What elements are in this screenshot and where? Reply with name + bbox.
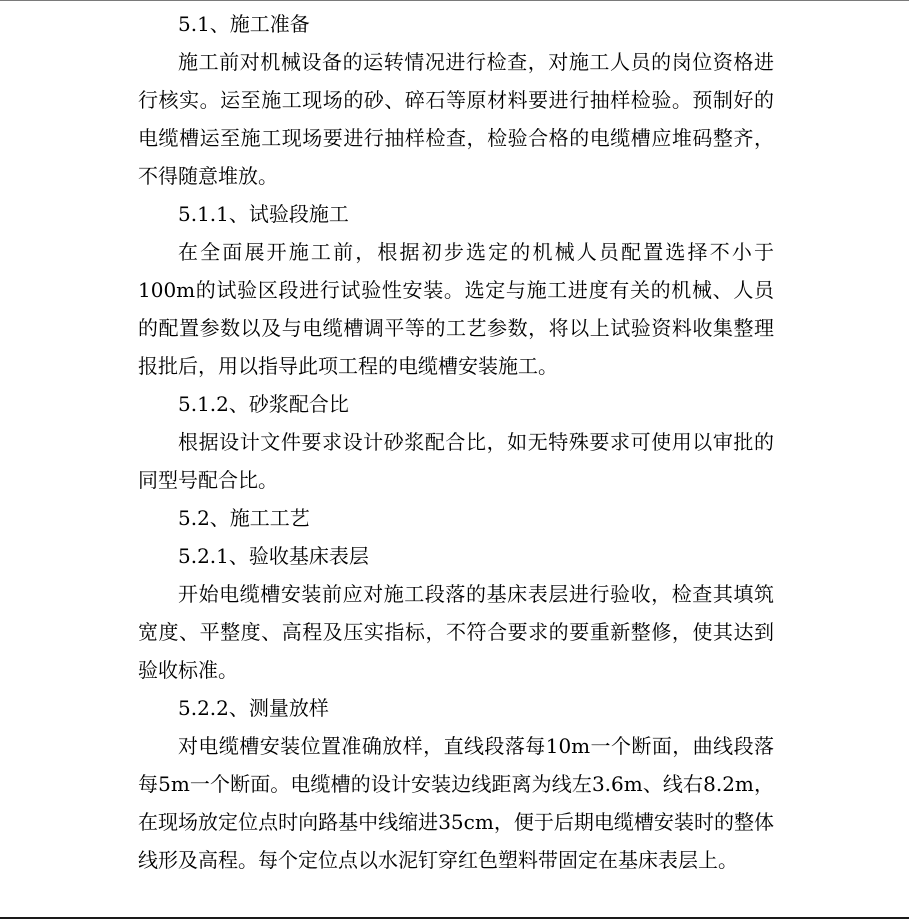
paragraph-mortar-mix: 根据设计文件要求设计砂浆配合比，如无特殊要求可使用以审批的同型号配合比。 xyxy=(138,430,774,492)
section-heading-5-1-2: 5.1.2、砂浆配合比 xyxy=(178,392,349,416)
paragraph-preparation: 施工前对机械设备的运转情况进行检查，对施工人员的岗位资格进行核实。运至施工现场的砂、碎石等原材料要进行抽样检验。预制好的电缆槽运至施工现场要进行抽样检查，检验合格的电缆槽应堆码整齐，不得随意堆放。 xyxy=(138,50,774,188)
document-body xyxy=(138,5,774,879)
paragraph-trial-section: 在全面展开施工前，根据初步选定的机械人员配置选择不小于100m的试验区段进行试验性安装。选定与施工进度有关的机械、人员的配置参数以及与电缆槽调平等的工艺参数，将以上试验资料收集整理报批后，用以指导此项工程的电缆槽安装施工。 xyxy=(138,240,774,378)
bottom-border-line xyxy=(0,917,909,919)
top-border-line xyxy=(0,0,909,1)
section-heading-5-1-1: 5.1.1、试验段施工 xyxy=(178,202,349,226)
paragraph-survey-layout: 对电缆槽安装位置准确放样，直线段落每10m一个断面，曲线段落每5m一个断面。电缆槽的设计安装边线距离为线左3.6m、线右8.2m，在现场放定位点时向路基中线缩进35cm，便于后期电缆槽安装时的整体线形及高程。每个定位点以水泥钉穿红色塑料带固定在基床表层上。 xyxy=(138,734,774,872)
section-heading-5-2-1: 5.2.1、验收基床表层 xyxy=(178,544,369,568)
section-heading-5-1: 5.1、施工准备 xyxy=(178,12,310,36)
paragraph-subgrade-acceptance: 开始电缆槽安装前应对施工段落的基床表层进行验收，检查其填筑宽度、平整度、高程及压实指标，不符合要求的要重新整修，使其达到验收标准。 xyxy=(138,582,774,682)
section-heading-5-2: 5.2、施工工艺 xyxy=(178,506,310,530)
section-heading-5-2-2: 5.2.2、测量放样 xyxy=(178,696,329,720)
